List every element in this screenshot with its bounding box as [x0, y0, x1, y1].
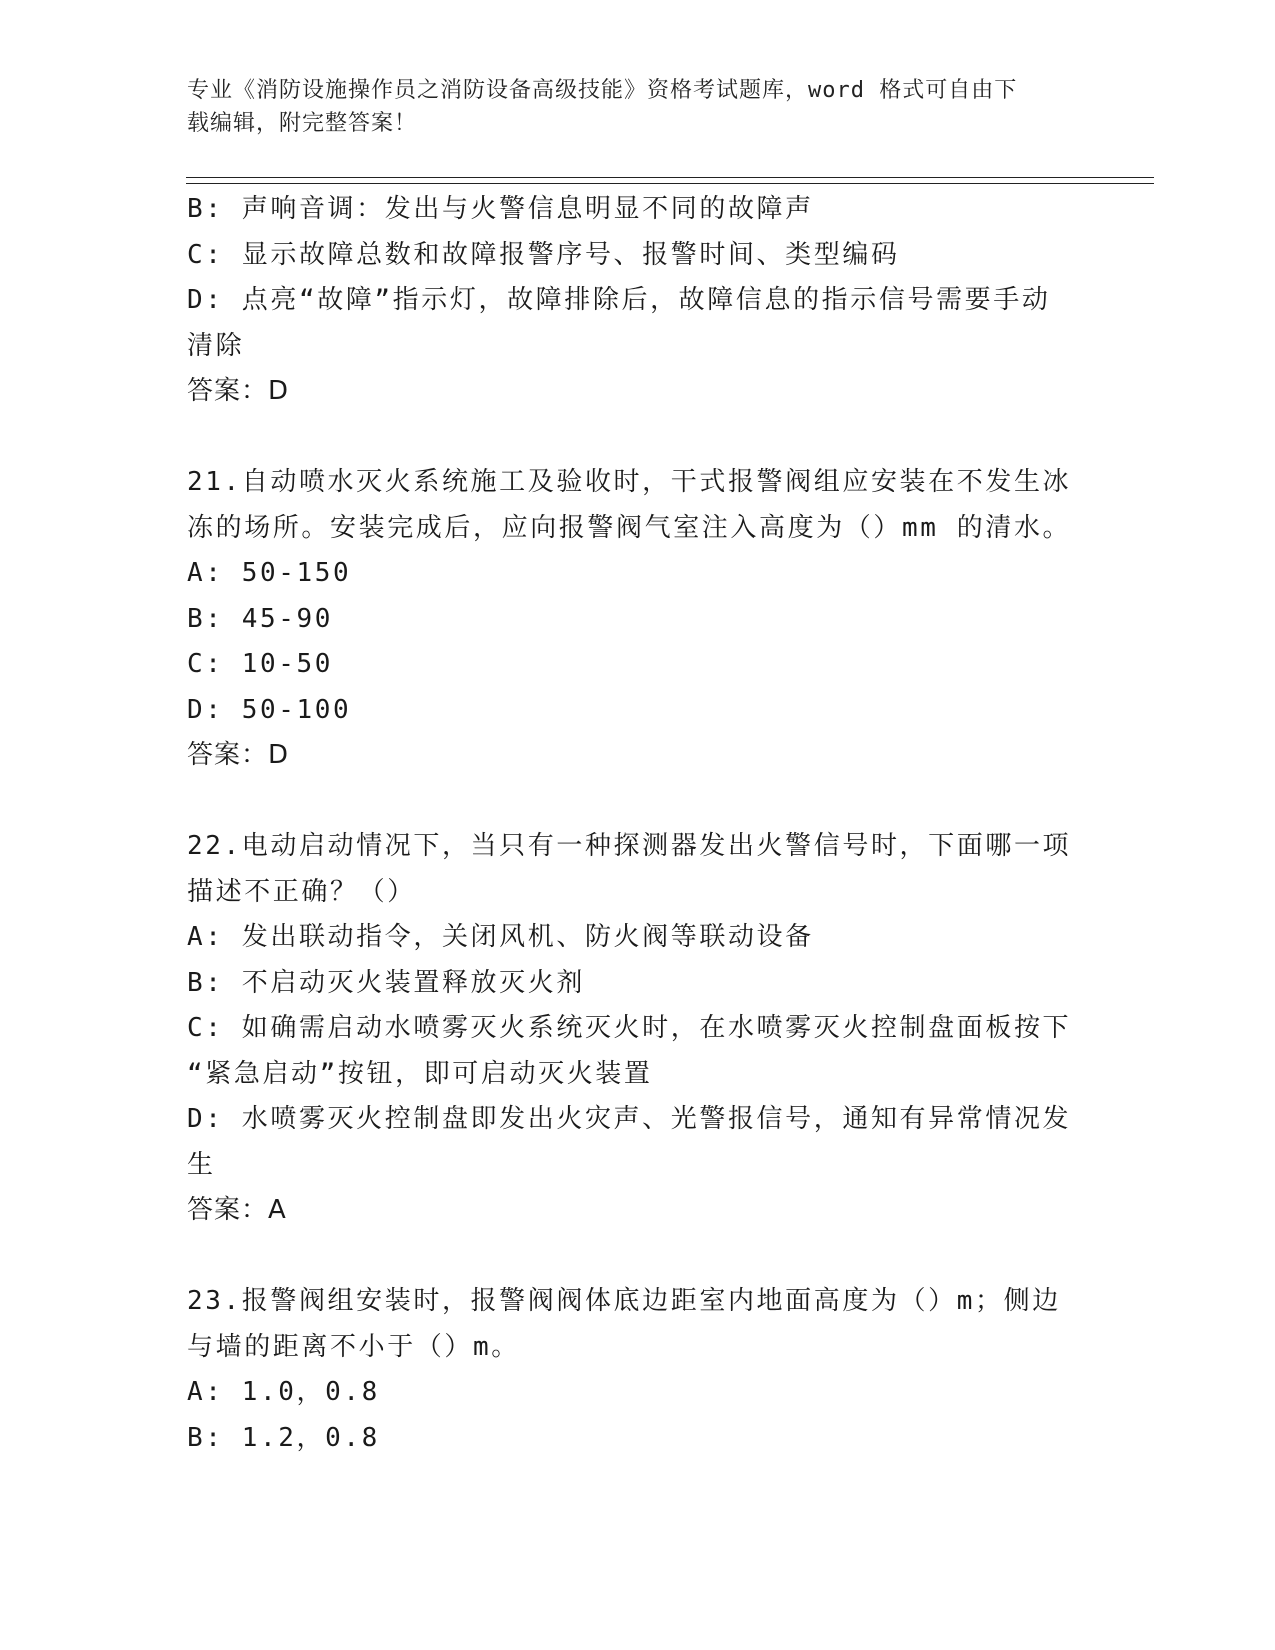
question-22 [187, 824, 1072, 1234]
document-header [187, 74, 1067, 140]
answer: 答案：D [187, 376, 290, 406]
option-c-line-1: C: 如确需启动水喷雾灭火系统灭火时，在水喷雾灭火控制盘面板按下 [187, 1013, 1072, 1043]
spacer [187, 779, 1067, 825]
question-stem-line-2: 描述不正确？（） [187, 876, 416, 907]
option-a: A: 发出联动指令，关闭风机、防火阀等联动设备 [187, 922, 814, 952]
question-21 [187, 460, 1072, 779]
question-20-continued [187, 187, 1067, 415]
option-d-line-1: D: 水喷雾灭火控制盘即发出火灾声、光警报信号，通知有异常情况发 [187, 1104, 1072, 1134]
spacer [187, 1234, 1067, 1280]
option-c-line-2: “紧急启动”按钮，即可启动灭火装置 [187, 1058, 653, 1089]
question-stem-line-1: 22.电动启动情况下，当只有一种探测器发出火警信号时，下面哪一项 [187, 831, 1072, 861]
question-stem-line-1: 23.报警阀组安装时，报警阀阀体底边距室内地面高度为（）m；侧边 [187, 1286, 1061, 1316]
option-d: D: 50-100 [187, 694, 352, 725]
option-d-line-2: 清除 [187, 330, 245, 361]
option-c: C: 显示故障总数和故障报警序号、报警时间、类型编码 [187, 239, 900, 270]
option-b: B: 不启动灭火装置释放灭火剂 [187, 967, 585, 998]
option-b: B: 1.2，0.8 [187, 1422, 380, 1453]
option-a: A: 50-150 [187, 558, 352, 588]
question-stem-line-1: 21.自动喷水灭火系统施工及验收时，干式报警阀组应安装在不发生冰 [187, 467, 1072, 497]
option-c: C: 10-50 [187, 649, 334, 679]
option-a: A: 1.0，0.8 [187, 1377, 380, 1407]
answer: 答案：A [187, 1195, 287, 1225]
option-d-line-2: 生 [187, 1149, 216, 1180]
option-b: B: 45-90 [187, 603, 334, 634]
spacer [187, 415, 1067, 461]
header-rule-top [186, 177, 1154, 178]
question-list [187, 187, 1072, 1461]
header-line-1: 专业《消防设施操作员之消防设备高级技能》资格考试题库，word 格式可自由下 [187, 78, 1018, 103]
question-stem-line-2: 与墙的距离不小于（）m。 [187, 1331, 520, 1362]
option-d-line-1: D: 点亮“故障”指示灯，故障排除后，故障信息的指示信号需要手动 [187, 285, 1051, 315]
header-rule-bottom [186, 183, 1154, 184]
answer: 答案：D [187, 740, 290, 770]
option-b: B: 声响音调：发出与火警信息明显不同的故障声 [187, 194, 814, 224]
question-23 [187, 1279, 1067, 1461]
header-line-2: 载编辑，附完整答案！ [187, 111, 418, 136]
question-stem-line-2: 冻的场所。安装完成后，应向报警阀气室注入高度为（）mm 的清水。 [187, 512, 1072, 543]
